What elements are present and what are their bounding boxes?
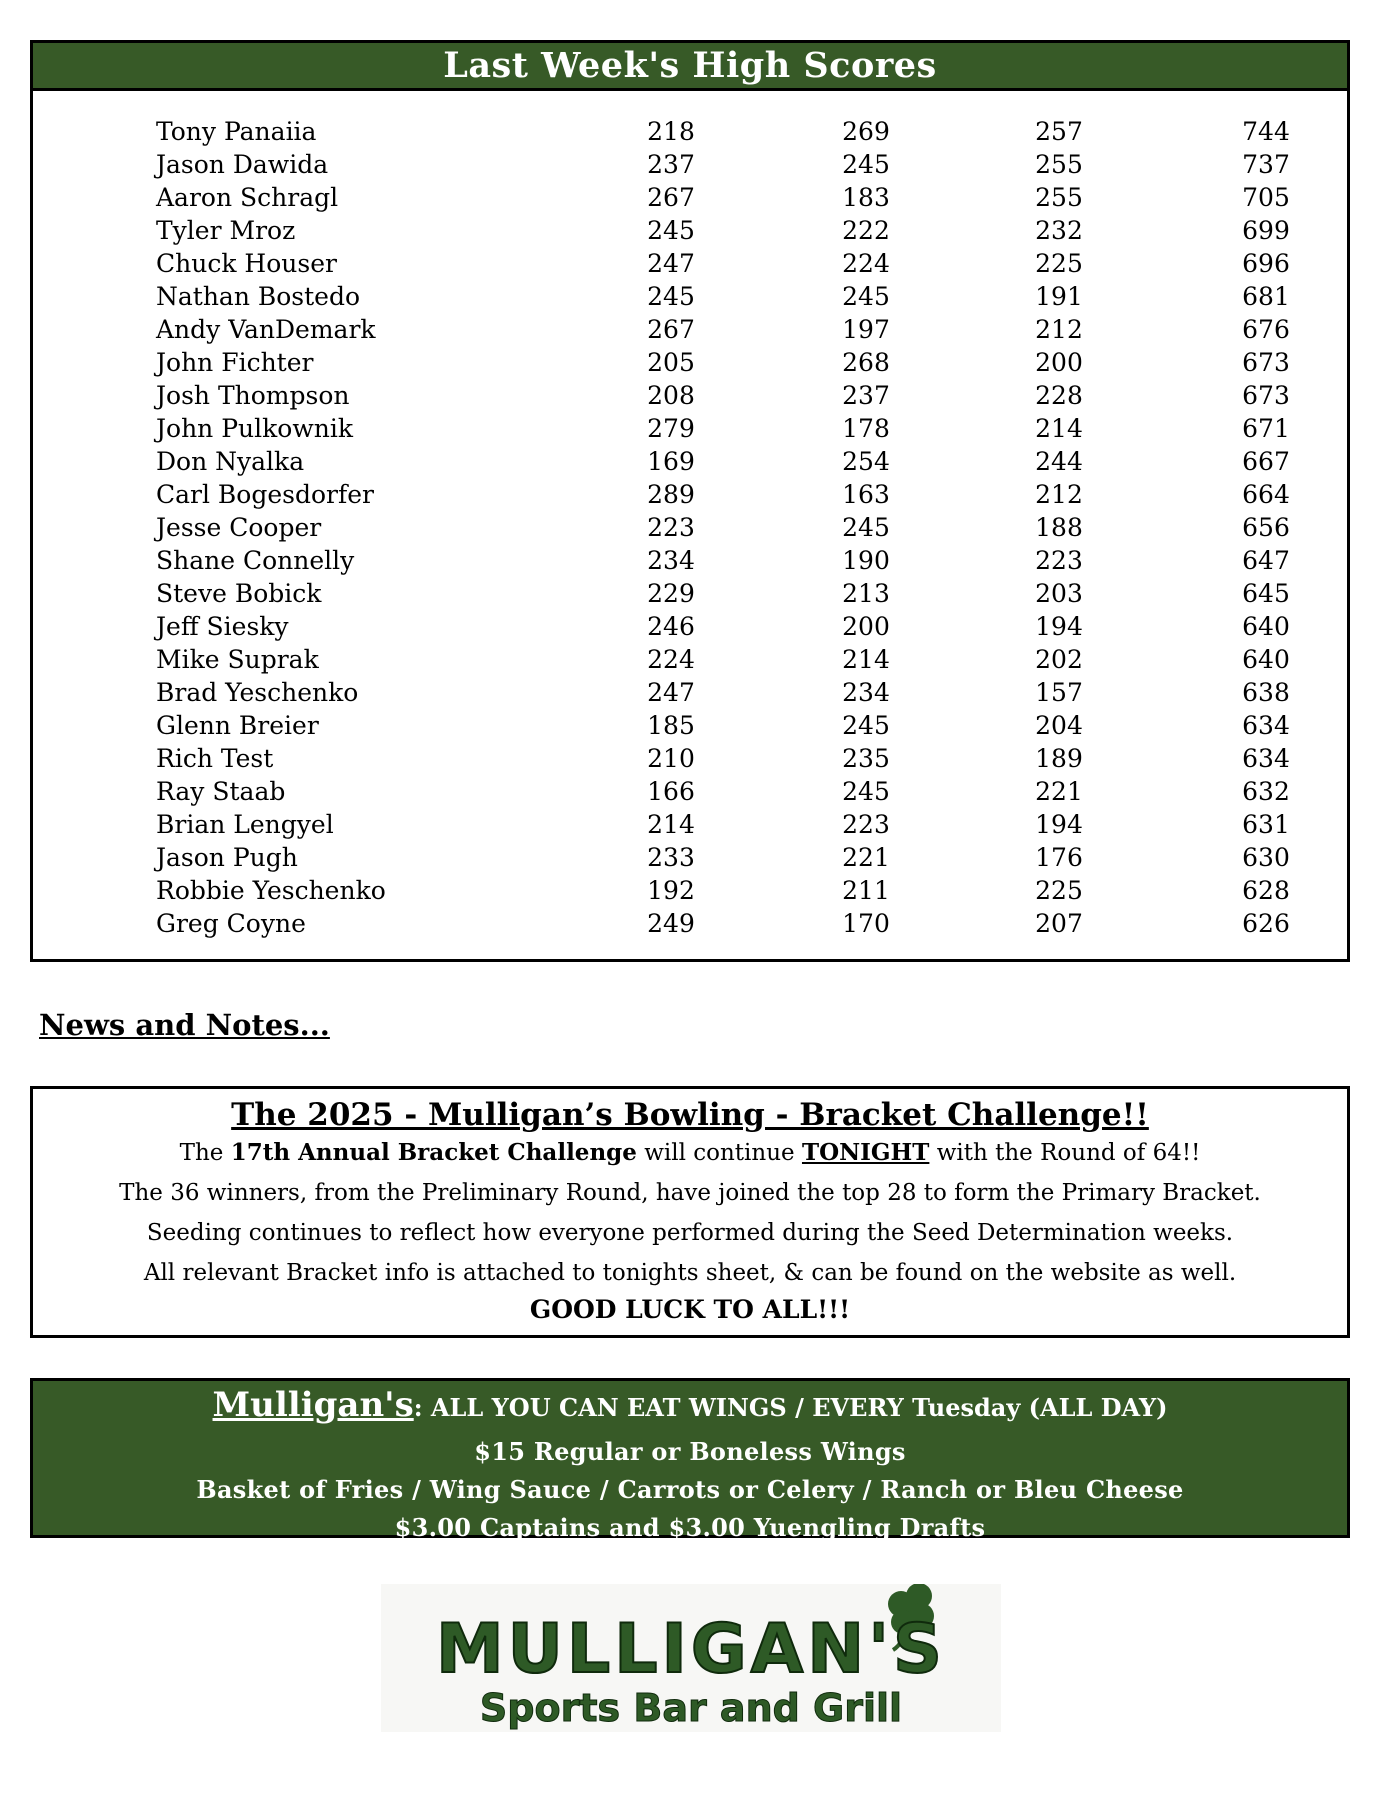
bowler-name: Rich Test bbox=[156, 744, 274, 773]
game-2-score: 245 bbox=[842, 711, 890, 740]
game-1-score: 237 bbox=[647, 150, 695, 179]
score-row bbox=[33, 577, 1347, 610]
score-row bbox=[33, 148, 1347, 181]
game-2-score: 268 bbox=[842, 348, 890, 377]
game-1-score: 229 bbox=[647, 579, 695, 608]
game-2-score: 269 bbox=[842, 117, 890, 146]
logo-tagline: Sports Bar and Grill bbox=[479, 1686, 903, 1730]
score-row bbox=[33, 313, 1347, 346]
score-row bbox=[33, 346, 1347, 379]
game-3-score: 200 bbox=[1035, 348, 1083, 377]
game-1-score: 267 bbox=[647, 183, 695, 212]
bracket-line-1-pre: The bbox=[179, 1140, 231, 1166]
bowler-name: Jason Pugh bbox=[156, 843, 298, 872]
game-1-score: 267 bbox=[647, 315, 695, 344]
bowler-name: Shane Connelly bbox=[156, 546, 355, 575]
game-3-score: 228 bbox=[1035, 381, 1083, 410]
series-total: 640 bbox=[1242, 645, 1290, 674]
bowler-name: Robbie Yeschenko bbox=[156, 876, 386, 905]
score-row bbox=[33, 610, 1347, 643]
wings-headline: : ALL YOU CAN EAT WINGS / EVERY Tuesday (ALL DAY) bbox=[413, 1393, 1168, 1422]
bowler-name: Tyler Mroz bbox=[156, 216, 296, 245]
series-total: 676 bbox=[1242, 315, 1290, 344]
game-2-score: 214 bbox=[842, 645, 890, 674]
game-3-score: 202 bbox=[1035, 645, 1083, 674]
game-3-score: 232 bbox=[1035, 216, 1083, 245]
series-total: 737 bbox=[1242, 150, 1290, 179]
bracket-line-1-post: with the Round of 64!! bbox=[929, 1140, 1201, 1166]
score-row bbox=[33, 643, 1347, 676]
score-row bbox=[33, 115, 1347, 148]
series-total: 671 bbox=[1242, 414, 1290, 443]
wings-brand: Mulligan's bbox=[212, 1385, 414, 1425]
bracket-title: The 2025 - Mulligan’s Bowling - Bracket Challenge!! bbox=[231, 1097, 1149, 1133]
score-row bbox=[33, 412, 1347, 445]
score-row bbox=[33, 181, 1347, 214]
series-total: 626 bbox=[1242, 909, 1290, 938]
game-3-score: 225 bbox=[1035, 249, 1083, 278]
series-total: 634 bbox=[1242, 711, 1290, 740]
wings-promo-box bbox=[30, 1378, 1350, 1542]
bracket-line-1-mid: will continue bbox=[636, 1140, 802, 1166]
game-2-score: 223 bbox=[842, 810, 890, 839]
game-3-score: 189 bbox=[1035, 744, 1083, 773]
high-scores-table bbox=[30, 40, 1350, 962]
series-total: 744 bbox=[1242, 117, 1290, 146]
bracket-line-3: Seeding continues to reflect how everyone performed during the Seed Determination weeks. bbox=[146, 1220, 1234, 1246]
game-2-score: 197 bbox=[842, 315, 890, 344]
score-row bbox=[33, 247, 1347, 280]
series-total: 673 bbox=[1242, 348, 1290, 377]
bowler-name: Greg Coyne bbox=[156, 909, 306, 938]
series-total: 696 bbox=[1242, 249, 1290, 278]
bowler-name: Don Nyalka bbox=[156, 447, 305, 476]
bowler-name: Ray Staab bbox=[156, 777, 286, 806]
game-3-score: 194 bbox=[1035, 612, 1083, 641]
score-row bbox=[33, 544, 1347, 577]
series-total: 705 bbox=[1242, 183, 1290, 212]
series-total: 632 bbox=[1242, 777, 1290, 806]
score-row bbox=[33, 874, 1347, 907]
bowler-name: Mike Suprak bbox=[156, 645, 319, 674]
score-row bbox=[33, 445, 1347, 478]
wings-line-1 bbox=[33, 1383, 1347, 1433]
game-1-score: 246 bbox=[647, 612, 695, 641]
game-2-score: 245 bbox=[842, 282, 890, 311]
series-total: 645 bbox=[1242, 579, 1290, 608]
game-3-score: 255 bbox=[1035, 150, 1083, 179]
mulligans-logo-graphic bbox=[381, 1584, 1001, 1732]
game-3-score: 212 bbox=[1035, 480, 1083, 509]
bowler-name: Brian Lengyel bbox=[156, 810, 334, 839]
bowler-name: Josh Thompson bbox=[156, 381, 350, 410]
bowler-name: Aaron Schragl bbox=[156, 183, 339, 212]
series-total: 681 bbox=[1242, 282, 1290, 311]
score-row bbox=[33, 808, 1347, 841]
score-row bbox=[33, 907, 1347, 940]
score-row bbox=[33, 709, 1347, 742]
series-total: 631 bbox=[1242, 810, 1290, 839]
series-total: 647 bbox=[1242, 546, 1290, 575]
game-2-score: 245 bbox=[842, 777, 890, 806]
game-3-score: 225 bbox=[1035, 876, 1083, 905]
game-2-score: 200 bbox=[842, 612, 890, 641]
bracket-challenge-box bbox=[30, 1086, 1350, 1338]
bowler-name: John Fichter bbox=[156, 348, 314, 377]
game-3-score: 212 bbox=[1035, 315, 1083, 344]
series-total: 673 bbox=[1242, 381, 1290, 410]
game-1-score: 214 bbox=[647, 810, 695, 839]
game-2-score: 235 bbox=[842, 744, 890, 773]
game-1-score: 169 bbox=[647, 447, 695, 476]
high-scores-title: Last Week's High Scores bbox=[33, 43, 1347, 91]
mulligans-logo bbox=[381, 1584, 1001, 1732]
series-total: 634 bbox=[1242, 744, 1290, 773]
bracket-good-luck: GOOD LUCK TO ALL!!! bbox=[529, 1295, 851, 1324]
series-total: 664 bbox=[1242, 480, 1290, 509]
game-2-score: 254 bbox=[842, 447, 890, 476]
score-row bbox=[33, 511, 1347, 544]
score-row bbox=[33, 478, 1347, 511]
bowler-name: Andy VanDemark bbox=[156, 315, 376, 344]
bowler-name: Jason Dawida bbox=[156, 150, 329, 179]
score-row bbox=[33, 841, 1347, 874]
game-2-score: 178 bbox=[842, 414, 890, 443]
bowler-name: Jesse Cooper bbox=[156, 513, 322, 542]
game-1-score: 249 bbox=[647, 909, 695, 938]
series-total: 630 bbox=[1242, 843, 1290, 872]
news-heading: News and Notes... bbox=[39, 1008, 330, 1042]
game-2-score: 211 bbox=[842, 876, 890, 905]
game-3-score: 204 bbox=[1035, 711, 1083, 740]
bowler-name: Steve Bobick bbox=[156, 579, 322, 608]
bracket-line-1-bold: 17th Annual Bracket Challenge bbox=[230, 1139, 637, 1166]
game-1-score: 247 bbox=[647, 249, 695, 278]
series-total: 638 bbox=[1242, 678, 1290, 707]
game-1-score: 279 bbox=[647, 414, 695, 443]
game-3-score: 221 bbox=[1035, 777, 1083, 806]
bowler-name: Brad Yeschenko bbox=[156, 678, 359, 707]
wings-line-4: $3.00 Captains and $3.00 Yuengling Drafts bbox=[394, 1513, 986, 1542]
game-2-score: 183 bbox=[842, 183, 890, 212]
game-3-score: 203 bbox=[1035, 579, 1083, 608]
series-total: 656 bbox=[1242, 513, 1290, 542]
game-1-score: 218 bbox=[647, 117, 695, 146]
series-total: 667 bbox=[1242, 447, 1290, 476]
game-3-score: 157 bbox=[1035, 678, 1083, 707]
bracket-line-2: The 36 winners, from the Preliminary Round, have joined the top 28 to form the Primary Bracket. bbox=[119, 1180, 1261, 1206]
game-1-score: 247 bbox=[647, 678, 695, 707]
score-row bbox=[33, 742, 1347, 775]
bowler-name: Chuck Houser bbox=[156, 249, 337, 278]
game-1-score: 205 bbox=[647, 348, 695, 377]
game-2-score: 224 bbox=[842, 249, 890, 278]
series-total: 699 bbox=[1242, 216, 1290, 245]
bracket-line-1-tonight: TONIGHT bbox=[801, 1139, 930, 1166]
game-1-score: 289 bbox=[647, 480, 695, 509]
game-2-score: 221 bbox=[842, 843, 890, 872]
game-3-score: 244 bbox=[1035, 447, 1083, 476]
game-3-score: 223 bbox=[1035, 546, 1083, 575]
logo-wordmark: MULLIGAN'S bbox=[436, 1610, 946, 1689]
game-1-score: 224 bbox=[647, 645, 695, 674]
game-1-score: 166 bbox=[647, 777, 695, 806]
game-2-score: 237 bbox=[842, 381, 890, 410]
bowler-name: Jeff Siesky bbox=[156, 612, 289, 641]
score-row bbox=[33, 214, 1347, 247]
game-1-score: 234 bbox=[647, 546, 695, 575]
bracket-line-4: All relevant Bracket info is attached to tonights sheet, & can be found on the website as well. bbox=[143, 1260, 1237, 1286]
game-1-score: 223 bbox=[647, 513, 695, 542]
bowler-name: John Pulkownik bbox=[156, 414, 353, 443]
bracket-line-1 bbox=[33, 1133, 1347, 1173]
bowler-name: Carl Bogesdorfer bbox=[156, 480, 374, 509]
game-2-score: 245 bbox=[842, 513, 890, 542]
high-scores-body bbox=[33, 91, 1347, 940]
bowler-name: Nathan Bostedo bbox=[156, 282, 361, 311]
game-3-score: 194 bbox=[1035, 810, 1083, 839]
bowler-name: Glenn Breier bbox=[156, 711, 319, 740]
wings-line-3: Basket of Fries / Wing Sauce / Carrots or Celery / Ranch or Bleu Cheese bbox=[196, 1475, 1184, 1504]
game-3-score: 191 bbox=[1035, 282, 1083, 311]
game-1-score: 245 bbox=[647, 216, 695, 245]
wings-line-2: $15 Regular or Boneless Wings bbox=[474, 1437, 906, 1466]
game-2-score: 163 bbox=[842, 480, 890, 509]
game-2-score: 213 bbox=[842, 579, 890, 608]
game-3-score: 176 bbox=[1035, 843, 1083, 872]
game-2-score: 245 bbox=[842, 150, 890, 179]
game-3-score: 188 bbox=[1035, 513, 1083, 542]
game-2-score: 222 bbox=[842, 216, 890, 245]
score-row bbox=[33, 280, 1347, 313]
score-row bbox=[33, 676, 1347, 709]
game-1-score: 192 bbox=[647, 876, 695, 905]
series-total: 640 bbox=[1242, 612, 1290, 641]
game-1-score: 208 bbox=[647, 381, 695, 410]
game-1-score: 210 bbox=[647, 744, 695, 773]
series-total: 628 bbox=[1242, 876, 1290, 905]
game-3-score: 207 bbox=[1035, 909, 1083, 938]
game-1-score: 185 bbox=[647, 711, 695, 740]
game-3-score: 214 bbox=[1035, 414, 1083, 443]
game-2-score: 170 bbox=[842, 909, 890, 938]
game-3-score: 257 bbox=[1035, 117, 1083, 146]
score-row bbox=[33, 379, 1347, 412]
game-2-score: 234 bbox=[842, 678, 890, 707]
game-2-score: 190 bbox=[842, 546, 890, 575]
game-1-score: 245 bbox=[647, 282, 695, 311]
score-row bbox=[33, 775, 1347, 808]
game-3-score: 255 bbox=[1035, 183, 1083, 212]
game-1-score: 233 bbox=[647, 843, 695, 872]
bowler-name: Tony Panaiia bbox=[156, 117, 317, 146]
